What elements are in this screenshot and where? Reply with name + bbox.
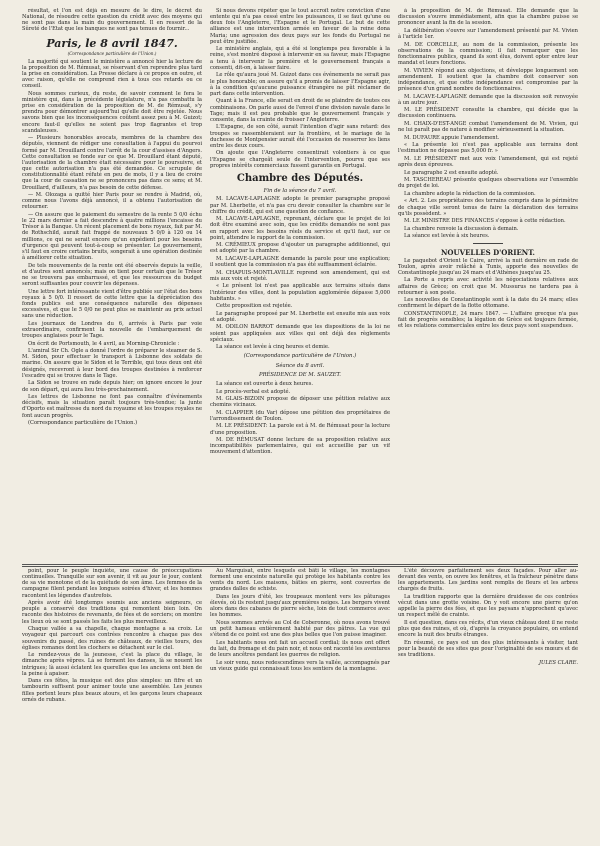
dateline: Paris, le 8 avril 1847. [46, 36, 178, 50]
paragraph: M. CRÉMIEUX propose d'ajouter un paragraphe additionnel, qui est adopté par la chambre. [210, 242, 390, 255]
paragraph: L'Espagne, de son côté, aurait l'intention d'agir sans retard: des troupes se rassembleraient sur la frontière, et le mariage de la duchesse de Montpensier aurait été l'occasion de resserrer les liens entre les deux cours. [210, 124, 390, 149]
column-1 [22, 8, 202, 563]
paragraph: M. LACAVE-LAPLAGNE adopte le premier paragraphe proposé par M. Lherbette, et n'a pas cru devoir consulter la chambre sur le chiffre du crédit, qui est une question de confiance. [210, 196, 390, 215]
paragraph: Les lettres de Lisbonne ne font pas connaître d'événements décisifs, mais la situation paraît toujours très-tendue; la junte d'Oporto est maîtresse du nord du royaume et les troupes royales ne font aucun progrès. [22, 394, 202, 419]
paragraph: Le paragraphe 2 est ensuite adopté. [404, 169, 499, 176]
section-title: Chambre des Députés. [236, 172, 364, 184]
paragraph: M. LE MINISTRE DES FINANCES s'oppose à cette rédaction. [404, 218, 566, 225]
paragraph: M. LE PRÉSIDENT consulte la chambre, qui décide que la discussion continuera. [398, 107, 578, 120]
paragraph: M. CHAIX-D'EST-ANGE combat l'amendement de M. Vivien, qui ne lui paraît pas de nature à modifier sérieusement la situation. [398, 121, 578, 134]
paragraph: CONSTANTINOPLE, 24 mars 1847. — L'affaire grecque n'a pas fait de progrès sensibles; la légation de Grèce est toujours fermée, et les relations commerciales entre les deux pays sont suspendues. [398, 310, 578, 330]
paragraph: Le rendez-vous de la jeunesse, c'est la place du village, le dimanche après vêpres. Là se forment les danses, là se nouent les intrigues; là aussi éclatent les querelles que les anciens ont bien de la peine à apaiser. [22, 652, 202, 677]
paragraph: L'amiral Sir Ch. Ogle a donné l'ordre de préparer le steamer de S. M. Sidon, pour effectuer le transport à Lisbonne des soldats de marine. On assure que le Sidon et le Terrible, qui tous deux ont été désignés, recevront à leur bord des troupes destinées à renforcer l'escadre qui se trouve dans le Tage. [22, 348, 202, 379]
paragraph: Le rôle qu'aura joué M. Guizot dans ces événements ne serait pas le plus honorable; on assure qu'il a promis de laisser l'Espagne agir, à la condition qu'aucune puissance étrangère ne pût réclamer de part dans cette intervention. [210, 72, 390, 97]
paragraph: « Le présent loi n'est pas applicable aux terrains situés dans l'intérieur des villes, dont la population agglomérée dépasse 5,000 habitants. » [210, 283, 390, 302]
paragraph: M. LACAVE-LAPLAGNE demande la parole pour une explication; il soutient que la commission n'a pas été suffisamment éclairée. [210, 255, 390, 269]
signature: JULES CLARE. [538, 660, 578, 667]
paragraph: L'été découvre parfaitement ses deux façades. Pour aller au-devant des vents, on ouvre les fenêtres, et la fraîcheur pénètre dans les appartements. Les jardins sont remplis de fleurs et les arbres chargés de fruits. [398, 568, 578, 593]
paragraph: Nous sommes arrivés au Col de Coberonne, où nous avons trouvé un petit hameau entièrement habité par des pâtres. La vue qui s'étend de ce point est une des plus belles que l'on puisse imaginer. [210, 620, 390, 639]
paragraph: à la proposition de M. de Rémusat. Elle demande que la discussion s'ouvre immédiatement, afin que la chambre puisse se prononcer avant la fin de la session. [398, 8, 578, 27]
feuilleton-column-2 [210, 568, 390, 840]
paragraph: — On assure que le paiement du semestre de la rente 5 0/0 échu le 22 mars dernier a fait descendre à quatre millions l'encaisse du Trésor à la Banque. Un récent placement de bons royaux, fait par M. de Rothschild, aurait fait frappé de nouveaux 5 0/0 à 120 ou 14 millions, ce qui ne serait encore qu'un expédient pour les besoins d'urgence qui peuvent tout-à-coup se présenter. Le gouvernement, s'il faut en croire certains bruits, songerait à une opération destinée à améliorer cette situation. [22, 211, 202, 262]
paragraph: M. VIVIEN répond aux objections, et développe longuement son amendement. Il soutient que la chambre doit conserver son indépendance, et que cette indépendance est compromise par la présence d'un grand nombre de fonctionnaires. [398, 67, 578, 93]
paragraph: La tradition rapporte que la dernière druidesse de ces contrées vécut dans une grotte voisine. On y voit encore une pierre qu'on appelle la pierre des fées, et que les paysans n'approchent qu'avec un respect mêlé de crainte. [398, 594, 578, 619]
paragraph: Cette proposition est rejetée. [216, 303, 293, 310]
section-subtitle: (Correspondance particulière de l'Union.) [243, 353, 357, 360]
column-3 [398, 8, 578, 563]
paragraph: On ajoute que l'Angleterre consentirait volontiers à ce que l'Espagne se chargeât seule de l'intervention, pourvu que ses propres intérêts commerciaux fussent garantis en Portugal. [210, 150, 390, 169]
paragraph: Il est question, dans ces récits, d'un vieux château dont il ne reste plus que des ruines, et où, d'après la croyance populaire, on entend encore la nuit des bruits étranges. [398, 620, 578, 639]
feuilleton-rule-inner [22, 566, 578, 567]
paragraph: Les nouvelles de Constantinople sont à la date du 24 mars; elles confirment le départ de la flotte ottomane. [398, 297, 578, 310]
paragraph: La séance est ouverte à deux heures. [216, 380, 313, 387]
paragraph: Si nous devons répéter que le tout accroît notre conviction d'une entente qui n'a pas cessé entre les puissances, il se faut qu'une ou deux fois l'Angleterre, l'Espagne et le Portugal. Le but de cette alliance est une intervention armée en faveur de la reine dona Maria; une agression des deux pays sur les fonds du Portugal ne peut être justifiée. [210, 8, 390, 45]
paragraph: M. LACAVE-LAPLAGNE, reprenant, déclare que le projet de loi doit être examiné avec soin, que les crédits demandés ne sont pas en rapport avec les besoins réels du service et qu'il faut, sur ce point, attendre le rapport de la commission. [210, 216, 390, 241]
paragraph: M. TASCHEREAU présente quelques observations sur l'ensemble du projet de loi. [398, 177, 578, 190]
paragraph: M. DE RÉMUSAT donne lecture de sa proposition relative aux incompatibilités parlementaires, qui est accueillie par un vif mouvement d'attention. [210, 437, 390, 456]
paragraph: On écrit de Portsmouth, le 4 avril, au Morning-Chronicle : [28, 340, 180, 347]
paragraph: Les habitants nous ont fait un accueil cordial; ils nous ont offert du lait, du fromage et du pain noir, et nous ont raconté les aventures de leurs ancêtres pendant les guerres de religion. [210, 639, 390, 659]
feuilleton-section [22, 568, 578, 840]
paragraph: La délibération s'ouvre sur l'amendement présenté par M. Vivien à l'article 1er. [398, 27, 578, 41]
paragraph: M. LE PRÉSIDENT: La parole est à M. de Rémusat pour la lecture d'une proposition. [210, 423, 390, 436]
paragraph: La séance est levée à cinq heures et demie. [216, 344, 330, 351]
paragraph: Le paragraphe proposé par M. Lherbette est ensuite mis aux voix et adopté. [210, 310, 390, 323]
paragraph: Le paquebot d'Orient le Caire, arrivé la nuit dernière en rade de Toulon, après avoir relâché à Tunis, apporte des nouvelles de Constantinople jusqu'au 24 mars et d'Athènes jusqu'au 25. [398, 257, 578, 276]
paragraph: La Sidon se trouve en rade depuis hier; on ignore encore le jour de son départ, qui aura lieu très-prochainement. [22, 380, 202, 393]
section-subtitle: Fin de la séance du 7 avril. [263, 187, 337, 194]
col1-top-para: résultat, et l'on est déjà en mesure de le dire, le décret du National, de résoudre cette question du crédit avec des moyens qui ne sont pas dans la main du gouvernement. Il en ressort de la Sûreté de l'Etat que les banques ne sont pas tenues de fournir... [22, 8, 202, 33]
dateline-sub: (Correspondance particulière de l'Union.) [67, 50, 157, 56]
paragraph: Une lettre fort intéressante vient d'être publiée sur l'état des bons royaux à 5 0/0. Il ressort de cette lettre que la dépréciation des fonds publics est une conséquence naturelle des dépenses excessives, et que le 5 0/0 ne peut plus se maintenir au prix actuel sans une réduction. [22, 288, 202, 320]
paragraph: M. DUFAURE appuie l'amendement. [404, 134, 500, 141]
paragraph: M. CLAPPIER (du Var) dépose une pétition des propriétaires de l'arrondissement de Toulon. [210, 409, 390, 422]
paragraph: Au Marquisat, entre lesquels est bâti le village, les montagnes forment une enceinte naturelle qui protège les habitants contre les vents du nord. Les maisons, bâties en pierre, sont couvertes de grandes dalles de schiste. [210, 568, 390, 593]
feuilleton-column-3 [398, 568, 578, 840]
paragraph: Le procès-verbal est adopté. [216, 388, 291, 395]
paragraph: M. DE CORCELLE, au nom de la commission, présente les observations de la commission; il fait remarquer que les fonctionnaires publics, quand ils sont élus, doivent opter entre leur mandat et leurs fonctions. [398, 41, 578, 67]
paragraph: point, pour le peuple inquiète, une cause de préoccupations continuelles. Tranquille sur son avenir, il vit au jour le jour, content de sa vie monotone et de la quiétude de son âme. Les femmes de la campagne filent pendant les longues soirées d'hiver, et les hommes racontent les légendes d'autrefois. [22, 568, 202, 599]
paragraph: « Art. 2. Les propriétaires des terrains compris dans le périmètre de chaque ville seront tenus de faire la déclaration des terrains qu'ils possèdent. » [398, 198, 578, 217]
paragraph: Nous sommes curieux, du reste, de savoir comment le fera le ministère qui, dans la précédente législature, n'a pas combattu la prise en considération de la proposition de M. de Rémusat, s'y prendra pour démontrer aujourd'hui qu'elle doit être rejetée. Nous savons bien que les inconséquences coûtent assez peu à M. Guizot; encore faut-il qu'elles ne soient pas trop flagrantes et trop scandaleuses. [22, 90, 202, 134]
paragraph: De tels mouvements de la rente ont été observés depuis la veille, et d'autres sont annoncés; mais on tient pour certain que le Trésor ne se trouvera pas embarrassé, et que les ressources du budget seront suffisantes pour couvrir les dépenses. [22, 262, 202, 288]
paragraph: — M. Olozaga a quitté hier Paris pour se rendre à Madrid, où, comme nous l'avons déjà annoncé, il a obtenu l'autorisation de retourner. [22, 192, 202, 211]
paragraph: (Correspondance particulière de l'Union.) [28, 420, 138, 427]
main-columns [22, 8, 578, 563]
paragraph: Chaque vallée a sa chapelle, chaque montagne a sa croix. Le voyageur qui parcourt ces contrées rencontre à chaque pas des souvenirs du passé, des ruines de châteaux, de vieilles tours, des églises romanes dont les clochers se détachent sur le ciel. [22, 626, 202, 651]
paragraph: En résumé, ce pays est un des plus intéressants à visiter, tant pour la beauté de ses sites que pour l'originalité de ses mœurs et de ses traditions. [398, 639, 578, 659]
paragraph: La séance est levée à six heures. [404, 233, 490, 240]
paragraph: M. LACAVE-LAPLAGNE demande que la discussion soit renvoyée à un autre jour. [398, 93, 578, 106]
paragraph: Quant à la France, elle serait en droit de se plaindre de toutes ces combinaisons. On parle aussi de l'envoi d'une division navale dans le Tage; mais il est peu probable que le gouvernement français y consente, dans la crainte de froisser l'Angleterre. [210, 98, 390, 123]
feuilleton-rule-top [22, 564, 578, 565]
paragraph: M. GLAIS-BIZOIN propose de déposer une pétition relative aux chemins vicinaux. [210, 396, 390, 409]
paragraph: M. CHAPUIS-MONTLAVILLE reprend son amendement, qui est mis aux voix et rejeté. [210, 269, 390, 282]
paragraph: Le soir venu, nous redescendîmes vers la vallée, accompagnés par un vieux guide qui connaissait tous les sentiers de la montagne. [210, 659, 390, 672]
paragraph: M. ODILON BARROT demande que les dispositions de la loi ne soient pas appliquées aux villes qui ont déjà des règlements spéciaux. [210, 324, 390, 343]
paragraph: Dans les jours d'été, les troupeaux montent vers les pâturages élevés, où ils restent jusqu'aux premières neiges. Les bergers vivent alors dans des cabanes de pierre sèche, loin de tout commerce avec les hommes. [210, 594, 390, 619]
paragraph: « La présente loi n'est pas applicable aux terrains dont l'estimation ne dépasse pas 5,000 fr. » [398, 142, 578, 155]
paragraph: M. LE PRÉSIDENT met aux voix l'amendement, qui est rejeté après deux épreuves. [398, 155, 578, 169]
column-2 [210, 8, 390, 563]
feuilleton-column-1 [22, 568, 202, 840]
paragraph: La chambre renvoie la discussion à demain. [404, 225, 519, 232]
section-title: NOUVELLES D'ORIENT. [441, 247, 535, 257]
paragraph: Dans ces fêtes, la musique est des plus simples: un fifre et un tambourin suffisent pour animer toute une assemblée. Les jeunes filles portent leurs plus beaux atours, et les garçons leurs chapeaux ornés de rubans. [22, 678, 202, 703]
paragraph: — Plusieurs honorables avocats, membres de la chambre des députés, viennent de rédiger une consultation à l'appui du pourvoi formé par M. Drouillard contre l'arrêt de la cour d'assises d'Angers. Cette consultation se fonde sur ce que M. Drouillard étant député, l'autorisation de la chambre était nécessaire pour le poursuivre, et que cette autorisation n'a pas été demandée. Ce scrupule de constitutionnalité étant réfuté en peu de mots, il y a lieu de croire que la cour de cassation ne se prononcera pas dans ce sens; et M. Drouillard, d'ailleurs, n'a pas besoin de cette défense. [22, 135, 202, 191]
paragraph: La chambre adopte la rédaction de la commission. [404, 190, 536, 197]
paragraph: La majorité qui soutient le ministère a annoncé hier la lecture de la proposition de M. Rémusat, se réservant d'en reprendre plus tard la prise en considération. La Presse déclare à ce propos en outre, et avec raison, qu'elle ne comprend rien à tous ces retards ou ce conseil. [22, 58, 202, 90]
paragraph: Après avoir été longtemps soumis aux anciens seigneurs, ce peuple a conservé des traditions qui remontent bien loin. On raconte des histoires de revenants, de fées et de sorciers; on montre les lieux où se sont passés les faits les plus merveilleux. [22, 600, 202, 625]
section-subtitle: Séance du 8 avril. [275, 362, 325, 369]
paragraph: La Porte a repris avec activité les négociations relatives aux affaires de Grèce; on croit que M. Mussurus ne tardera pas à retourner à son poste. [398, 277, 578, 296]
divider [473, 243, 503, 244]
paragraph: Le ministère anglais, qui a été si longtemps peu favorable à la reine, s'est montré disposé à intervenir en sa faveur, mais l'Espagne a tenu à intervenir la première et le gouvernement français a consenti, dit-on, à laisser faire. [210, 46, 390, 71]
presidency-line: PRÉSIDENCE DE M. SAUZET. [259, 372, 341, 379]
paragraph: Les journaux de Londres du 6, arrivés à Paris par voie extraordinaire, confirment la nouvelle de l'embarquement de troupes anglaises pour le Tage. [22, 320, 202, 340]
